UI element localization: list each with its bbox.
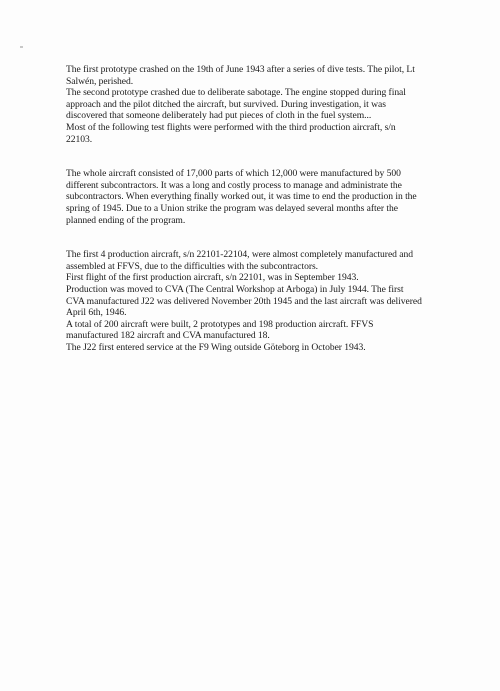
- text-line: Salwén, perished.: [66, 75, 134, 87]
- text-line: Production was moved to CVA (The Central Workshop at Arboga) in July 1944. The first: [66, 283, 404, 295]
- document-body: [66, 64, 446, 353]
- text-line: April 6th, 1946.: [66, 307, 127, 319]
- text-line: 22103.: [66, 133, 93, 145]
- scan-mark: [20, 46, 23, 48]
- text-line: discovered that someone deliberately had put pieces of cloth in the fuel system...: [66, 110, 372, 122]
- paragraph-production: [66, 249, 446, 353]
- text-line: approach and the pilot ditched the aircraft, but survived. During investigation, it was: [66, 98, 386, 110]
- text-line: different subcontractors. It was a long and costly process to manage and administrate the: [66, 179, 402, 191]
- text-line: manufactured 182 aircraft and CVA manufactured 18.: [66, 330, 270, 342]
- text-line: A total of 200 aircraft were built, 2 prototypes and 198 production aircraft. FFVS: [66, 318, 374, 330]
- text-line: CVA manufactured J22 was delivered November 20th 1945 and the last aircraft was delivered: [66, 295, 422, 307]
- paragraph-prototypes: [66, 64, 446, 145]
- text-line: subcontractors. When everything finally worked out, it was time to end the production in the: [66, 191, 417, 203]
- text-line: The whole aircraft consisted of 17,000 parts of which 12,000 were manufactured by 500: [66, 168, 401, 180]
- text-line: spring of 1945. Due to a Union strike the program was delayed several months after the: [66, 202, 398, 214]
- text-line: Most of the following test flights were performed with the third production aircraft, s/n: [66, 121, 396, 133]
- text-line: The J22 first entered service at the F9 Wing outside Göteborg in October 1943.: [66, 341, 366, 353]
- text-line: assembled at FFVS, due to the difficulties with the subcontractors.: [66, 260, 318, 272]
- paragraph-spacer: [66, 145, 446, 168]
- text-line: First flight of the first production aircraft, s/n 22101, was in September 1943.: [66, 272, 359, 284]
- paragraph-spacer: [66, 226, 446, 249]
- text-line: The first 4 production aircraft, s/n 22101-22104, were almost completely manufactured and: [66, 249, 413, 261]
- text-line: planned ending of the program.: [66, 214, 186, 226]
- text-line: The first prototype crashed on the 19th of June 1943 after a series of dive tests. The pilot, Lt: [66, 64, 415, 75]
- paragraph-parts: [66, 168, 446, 226]
- text-line: The second prototype crashed due to deliberate sabotage. The engine stopped during final: [66, 87, 406, 99]
